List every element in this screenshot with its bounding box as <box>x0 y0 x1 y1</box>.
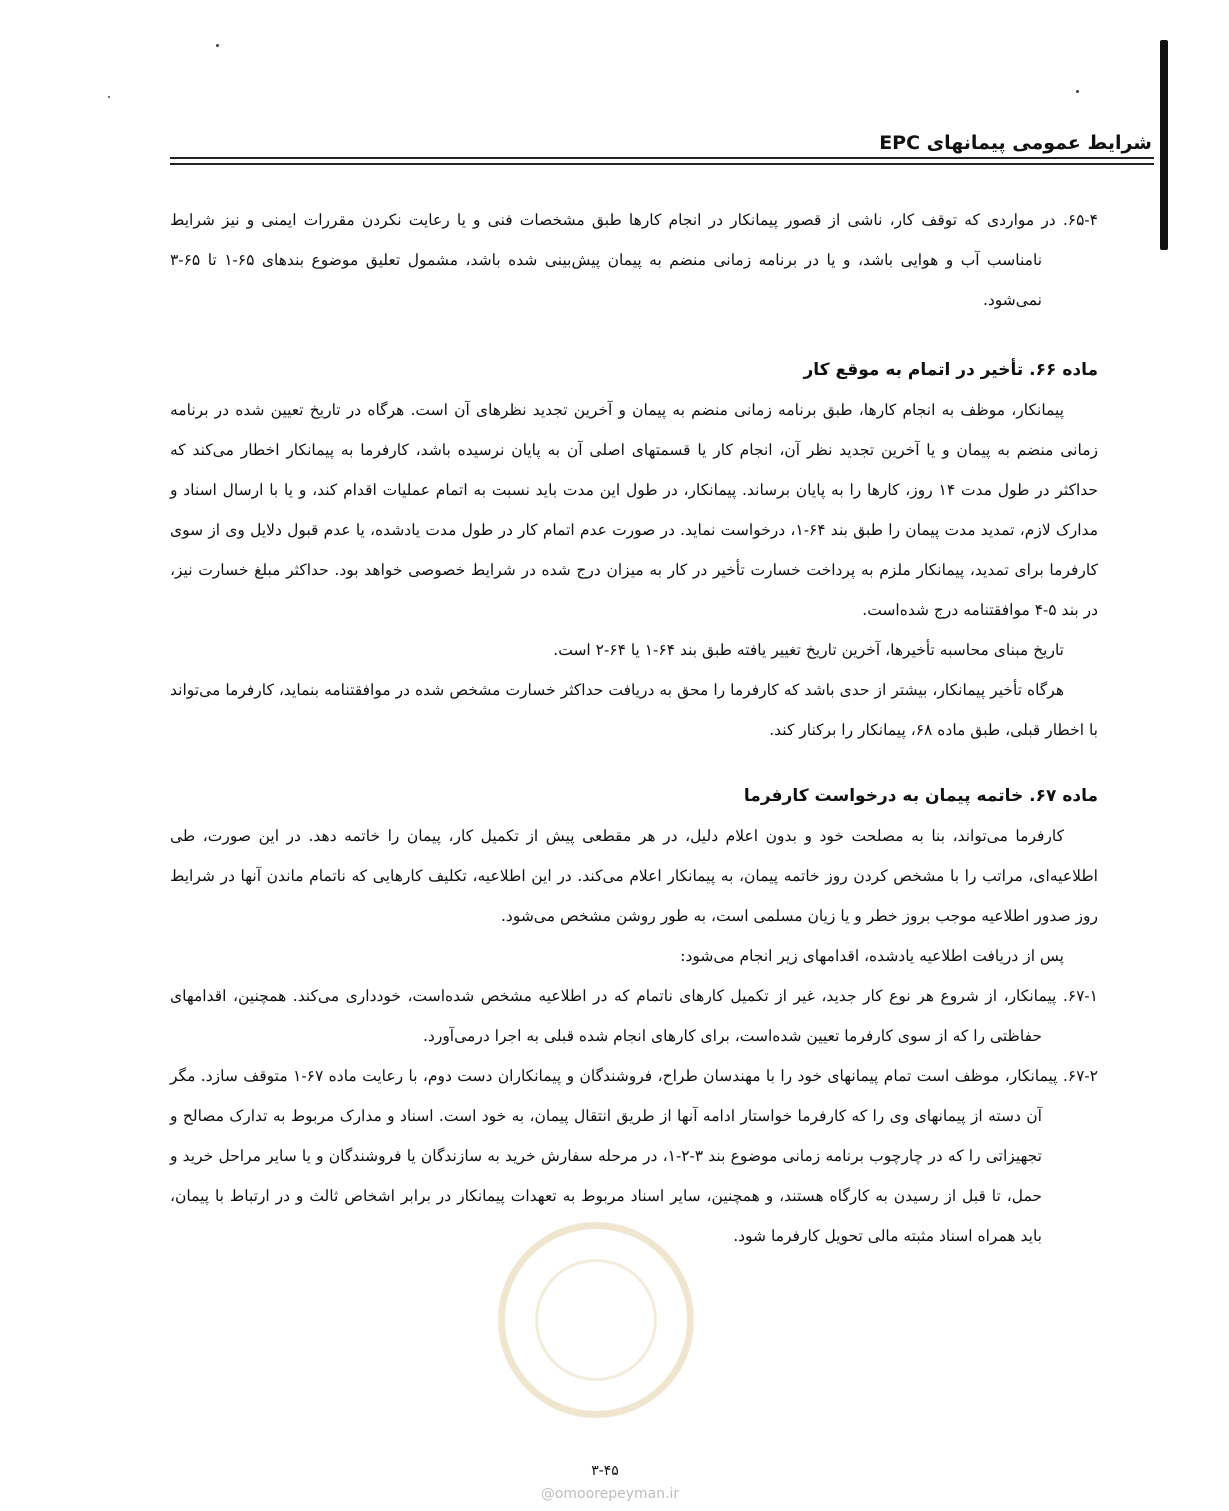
article-66-paragraph: تاریخ مبنای محاسبه تأخیرها، آخرین تاریخ تغییر یافته طبق بند ۶۴-۱ یا ۶۴-۲ است. <box>553 641 1064 659</box>
page-number: ۳-۴۵ <box>591 1463 619 1479</box>
library-seal-inner-ring <box>535 1259 657 1381</box>
clause-67-1: ۶۷-۱. پیمانکار، از شروع هر نوع کار جدید، غیر از تکمیل کارهای ناتمام که در اطلاعیه مشخص شده‌است، خودداری می‌کند. همچنین، اقدامهای حفاظتی را که از سوی کارفرما تعیین شده‌است، برای کارهای انجام شده قبلی به اجرا درمی‌آورد. <box>170 987 1098 1045</box>
running-header: شرایط عمومی پیمانهای EPC <box>879 132 1152 154</box>
clause-67-2: ۶۷-۲. پیمانکار، موظف است تمام پیمانهای خود را با مهندسان طراح، فروشندگان و پیمانکاران دست دوم، با رعایت ماده ۶۷-۱ متوقف سازد. مگر آن دسته از پیمانهای وی را که کارفرما خواستار ادامه آنها از طریق انتقال پیمان، به خود است. اسناد و مدارک مربوط به تدارک مصالح و تجهیزاتی را که در چارچوب برنامه زمانی موضوع بند ۳-۲-۱، در مرحله سفارش خرید به سازندگان یا فروشندگان و یا سایر مراحل خرید و حمل، تا قبل از رسیدن به کارگاه هستند، و همچنین، سایر اسناد مربوط به تعهدات پیمانکار در برابر اشخاص ثالث و در ارتباط با پیمان، باید همراه اسناد مثبته مالی تحویل کارفرما شود. <box>170 1067 1098 1245</box>
page-body <box>170 200 1098 1256</box>
article-67-paragraph: کارفرما می‌تواند، بنا به مصلحت خود و بدون اعلام دلیل، در هر مقطعی پیش از تکمیل کار، پیمان را خاتمه دهد. در این صورت، طی اطلاعیه‌ای، مراتب را با مشخص کردن روز خاتمه پیمان، به پیمانکار اعلام می‌کند. در این اطلاعیه، تکلیف کارهایی که ناتمام ماندن آنها در شرایط روز صدور اطلاعیه موجب بروز خطر و یا زیان مسلمی است، به طور روشن مشخص می‌شود. <box>170 827 1098 925</box>
article-67-paragraph: پس از دریافت اطلاعیه یادشده، اقدامهای زیر انجام می‌شود: <box>680 947 1064 965</box>
article-66 <box>170 350 1098 750</box>
scan-speck <box>108 96 110 98</box>
article-66-paragraph: پیمانکار، موظف به انجام کارها، طبق برنامه زمانی منضم به پیمان و آخرین تجدید نظرهای آن است. هرگاه در تاریخ تعیین شده در برنامه زمانی منضم به پیمان و یا آخرین تجدید نظر آن، انجام کار یا قسمتهای اصلی آن به پایان نرسیده باشد، کارفرما به پیمانکار اخطار می‌کند که حداکثر در طول مدت ۱۴ روز، کارها را به پایان برساند. پیمانکار، در طول این مدت باید نسبت به اتمام عملیات اقدام کند، و یا با ارسال اسناد و مدارک لازم، تمدید مدت پیمان را طبق بند ۶۴-۱، درخواست نماید. در صورت عدم اتمام کار در طول مدت یادشده، یا عدم قبول دلایل وی از سوی کارفرما برای تمدید، پیمانکار ملزم به پرداخت خسارت تأخیر در کار به میزان درج شده در شرایط خصوصی خواهد بود. حداکثر مبلغ خسارت نیز، در بند ۵-۴ موافقتنامه درج شده‌است. <box>170 401 1098 619</box>
binding-edge-mark <box>1160 40 1168 250</box>
scan-speck <box>1076 90 1079 93</box>
article-67-heading: ماده ۶۷. خاتمه پیمان به درخواست کارفرما <box>743 786 1098 806</box>
article-66-heading: ماده ۶۶. تأخیر در اتمام به موقع کار <box>803 360 1098 380</box>
header-rule-top <box>170 157 1154 159</box>
header-rule-bottom <box>170 163 1154 165</box>
scan-speck <box>216 44 219 47</box>
article-67 <box>170 776 1098 1256</box>
article-66-paragraph: هرگاه تأخیر پیمانکار، بیشتر از حدی باشد که کارفرما را محق به دریافت حداکثر خسارت مشخص شده در موافقتنامه بنماید، کارفرما می‌تواند با اخطار قبلی، طبق ماده ۶۸، پیمانکار را برکنار کند. <box>170 681 1098 739</box>
site-watermark: @omoorepeyman.ir <box>540 1486 680 1502</box>
clause-65-4: ۶۵-۴. در مواردی که توقف کار، ناشی از قصور پیمانکار در انجام کارها طبق مشخصات فنی و یا رعایت نکردن مقررات ایمنی و نیز شرایط نامناسب آب و هوایی باشد، و یا در برنامه زمانی منضم به پیمان پیش‌بینی شده باشد، مشمول تعلیق موضوع بندهای ۶۵-۱ تا ۶۵-۳ نمی‌شود. <box>170 211 1098 309</box>
library-seal-watermark <box>498 1222 694 1418</box>
